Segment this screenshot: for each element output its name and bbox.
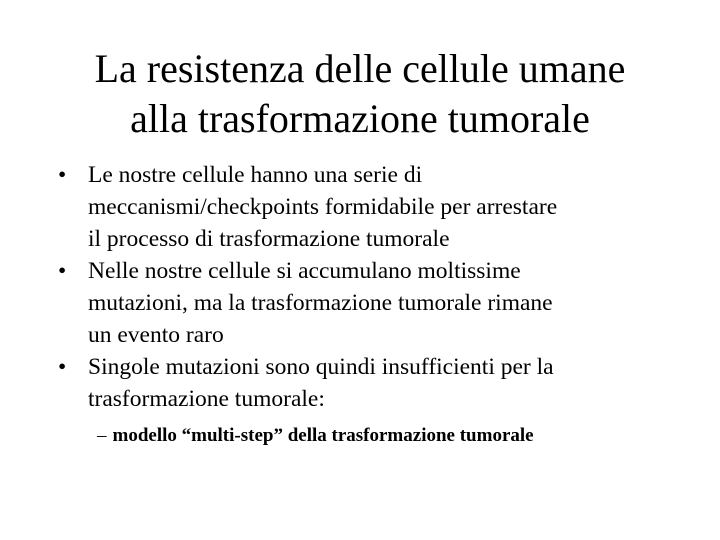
bullet-3-line-1: Singole mutazioni sono quindi insufficienti per la [88,354,554,380]
bullet-1-line-3: il processo di trasformazione tumorale [88,226,450,252]
bullet-2-line-2: mutazioni, ma la trasformazione tumorale rimane [88,290,553,316]
bullet-2-line-1: Nelle nostre cellule si accumulano moltissime [88,258,521,284]
bullet-item-1 [58,159,698,255]
slide-title [40,44,680,144]
sub-bullet [97,423,534,449]
bullet-marker: • [58,354,67,380]
bullet-list [58,159,698,415]
bullet-1-line-1: Le nostre cellule hanno una serie di [88,162,423,188]
title-line-1: La resistenza delle cellule umane [94,46,626,91]
sub-bullet-text: modello “multi-step” della trasformazione tumorale [112,425,534,446]
bullet-item-3 [58,351,698,415]
title-line-2: alla trasformazione tumorale [130,96,590,141]
bullet-2-line-3: un evento raro [88,322,224,348]
bullet-1-line-2: meccanismi/checkpoints formidabile per arrestare [88,194,558,220]
sub-bullet-marker: – [97,425,107,446]
bullet-marker: • [58,258,67,284]
bullet-3-line-2: trasformazione tumorale: [88,386,325,412]
bullet-item-2 [58,255,698,351]
bullet-marker: • [58,162,67,188]
